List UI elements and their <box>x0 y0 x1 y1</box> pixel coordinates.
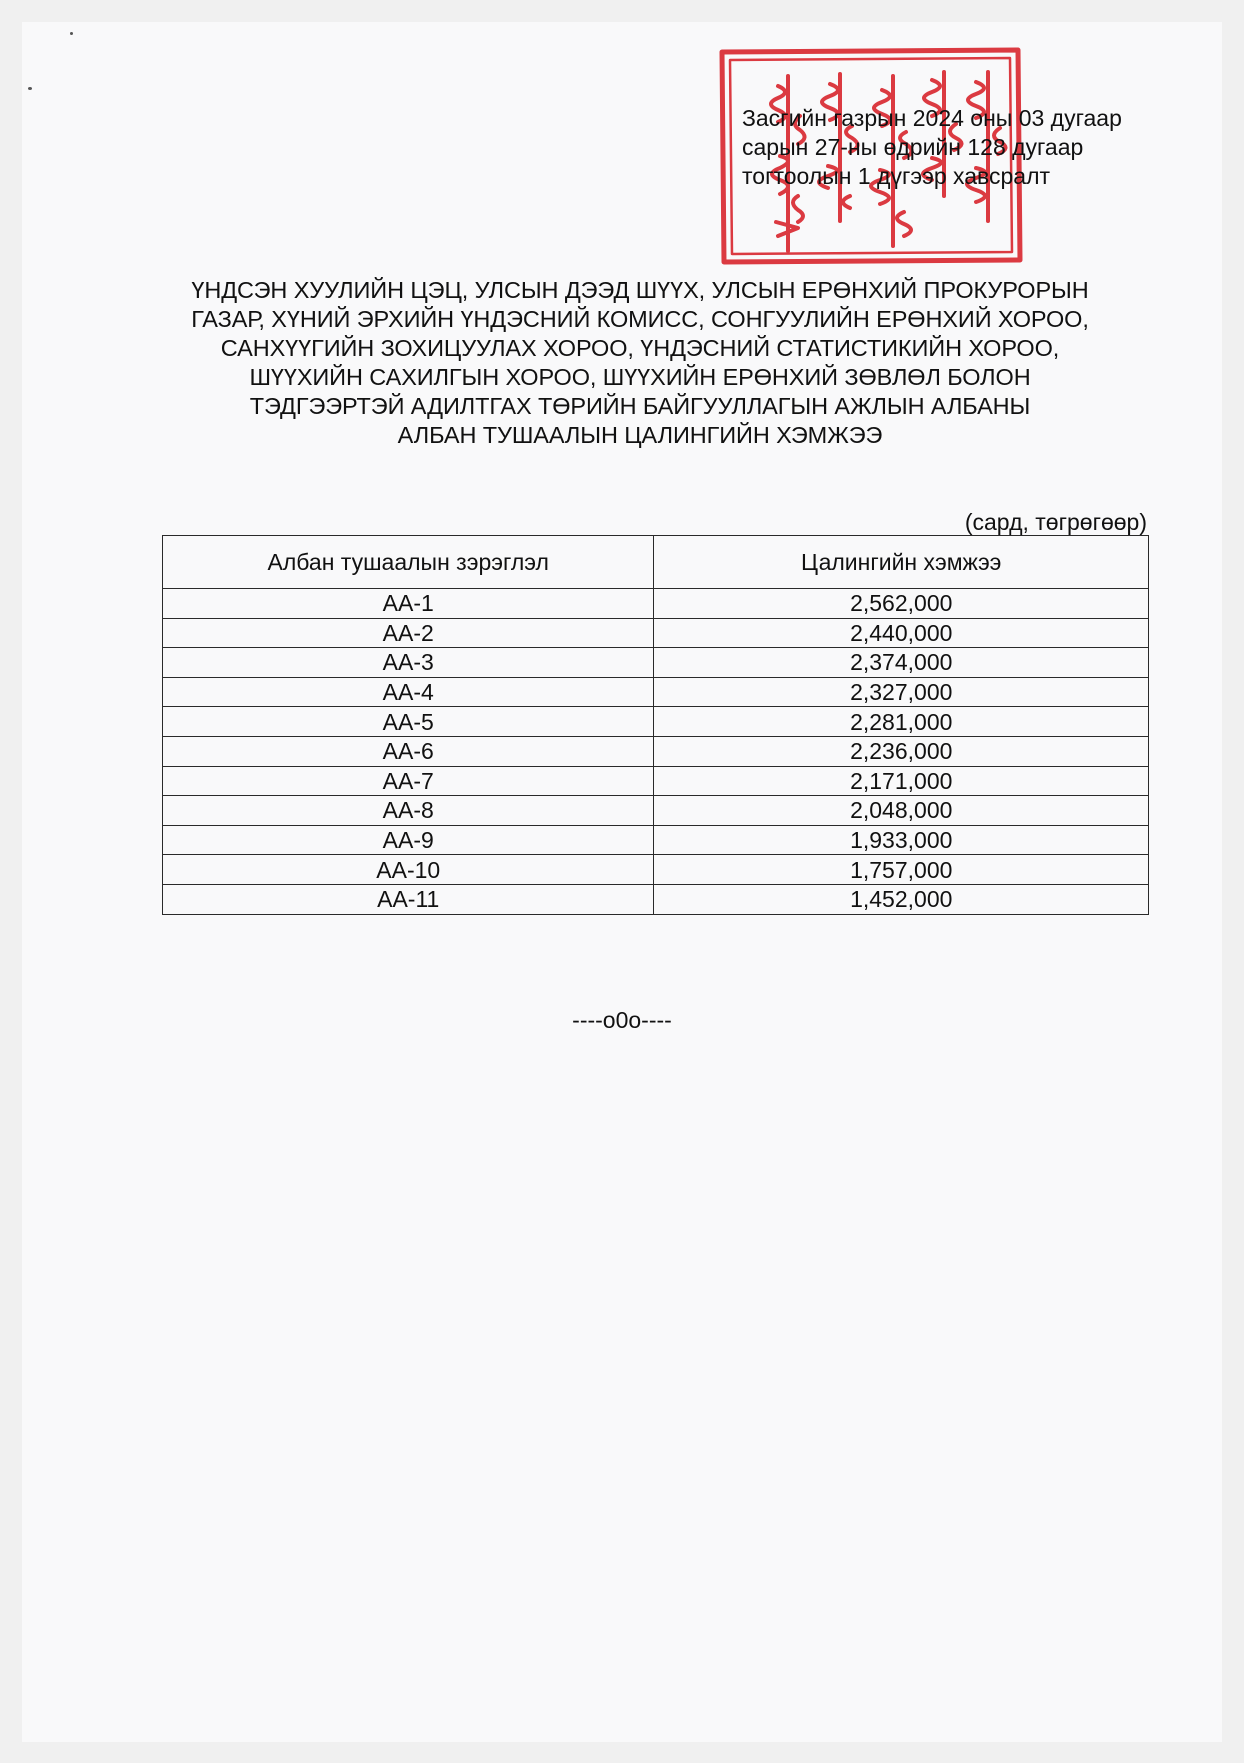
column-header-grade: Албан тушаалын зэрэглэл <box>163 536 654 589</box>
table-row <box>163 855 1149 885</box>
grade-cell: АА-9 <box>163 825 654 855</box>
table-row <box>163 736 1149 766</box>
table-row <box>163 766 1149 796</box>
salary-cell: 1,757,000 <box>654 855 1149 885</box>
unit-note: (сард, төгрөгөөр) <box>964 509 1147 535</box>
table-row <box>163 589 1149 619</box>
salary-cell: 2,171,000 <box>654 766 1149 796</box>
appendix-reference-line: тогтоолын 1 дүгээр хавсралт <box>742 163 1051 189</box>
salary-cell: 2,374,000 <box>654 648 1149 678</box>
scan-speck <box>70 32 73 35</box>
grade-cell: АА-1 <box>163 589 654 619</box>
appendix-reference-line: сарын 27-ны өдрийн 128 дугаар <box>742 134 1084 160</box>
title-line: ГАЗАР, ХҮНИЙ ЭРХИЙН ҮНДЭСНИЙ КОМИСС, СОНГУУЛИЙН ЕРӨНХИЙ ХОРОО, <box>191 306 1089 332</box>
table-header-row <box>163 536 1149 589</box>
table-row <box>163 707 1149 737</box>
title-line: ТЭДГЭЭРТЭЙ АДИЛТГАХ ТӨРИЙН БАЙГУУЛЛАГЫН АЖЛЫН АЛБАНЫ <box>249 393 1031 419</box>
end-of-document-mark: ----o0o---- <box>572 1007 672 1033</box>
table-row <box>163 825 1149 855</box>
scan-speck <box>28 87 32 90</box>
table-row <box>163 796 1149 826</box>
appendix-reference <box>742 104 1122 191</box>
salary-cell: 1,933,000 <box>654 825 1149 855</box>
grade-cell: АА-6 <box>163 736 654 766</box>
title-line: ШҮҮХИЙН САХИЛГЫН ХОРОО, ШҮҮХИЙН ЕРӨНХИЙ ЗӨВЛӨЛ БОЛОН <box>249 364 1031 390</box>
salary-table <box>162 535 1149 915</box>
document-title <box>140 276 1140 450</box>
grade-cell: АА-4 <box>163 677 654 707</box>
grade-cell: АА-11 <box>163 884 654 914</box>
table-row <box>163 677 1149 707</box>
column-header-salary: Цалингийн хэмжээ <box>654 536 1149 589</box>
grade-cell: АА-2 <box>163 618 654 648</box>
table-row <box>163 648 1149 678</box>
salary-cell: 2,281,000 <box>654 707 1149 737</box>
salary-cell: 2,236,000 <box>654 736 1149 766</box>
appendix-reference-line: Засгийн газрын 2024 оны 03 дугаар <box>742 105 1122 131</box>
salary-cell: 1,452,000 <box>654 884 1149 914</box>
salary-cell: 2,562,000 <box>654 589 1149 619</box>
title-line: АЛБАН ТУШААЛЫН ЦАЛИНГИЙН ХЭМЖЭЭ <box>397 422 883 448</box>
grade-cell: АА-3 <box>163 648 654 678</box>
salary-cell: 2,327,000 <box>654 677 1149 707</box>
table-row <box>163 618 1149 648</box>
title-line: ҮНДСЭН ХУУЛИЙН ЦЭЦ, УЛСЫН ДЭЭД ШҮҮХ, УЛСЫН ЕРӨНХИЙ ПРОКУРОРЫН <box>191 277 1089 303</box>
grade-cell: АА-10 <box>163 855 654 885</box>
table-row <box>163 884 1149 914</box>
salary-cell: 2,440,000 <box>654 618 1149 648</box>
salary-cell: 2,048,000 <box>654 796 1149 826</box>
grade-cell: АА-7 <box>163 766 654 796</box>
grade-cell: АА-5 <box>163 707 654 737</box>
grade-cell: АА-8 <box>163 796 654 826</box>
title-line: САНХҮҮГИЙН ЗОХИЦУУЛАХ ХОРОО, ҮНДЭСНИЙ СТАТИСТИКИЙН ХОРОО, <box>220 335 1060 361</box>
